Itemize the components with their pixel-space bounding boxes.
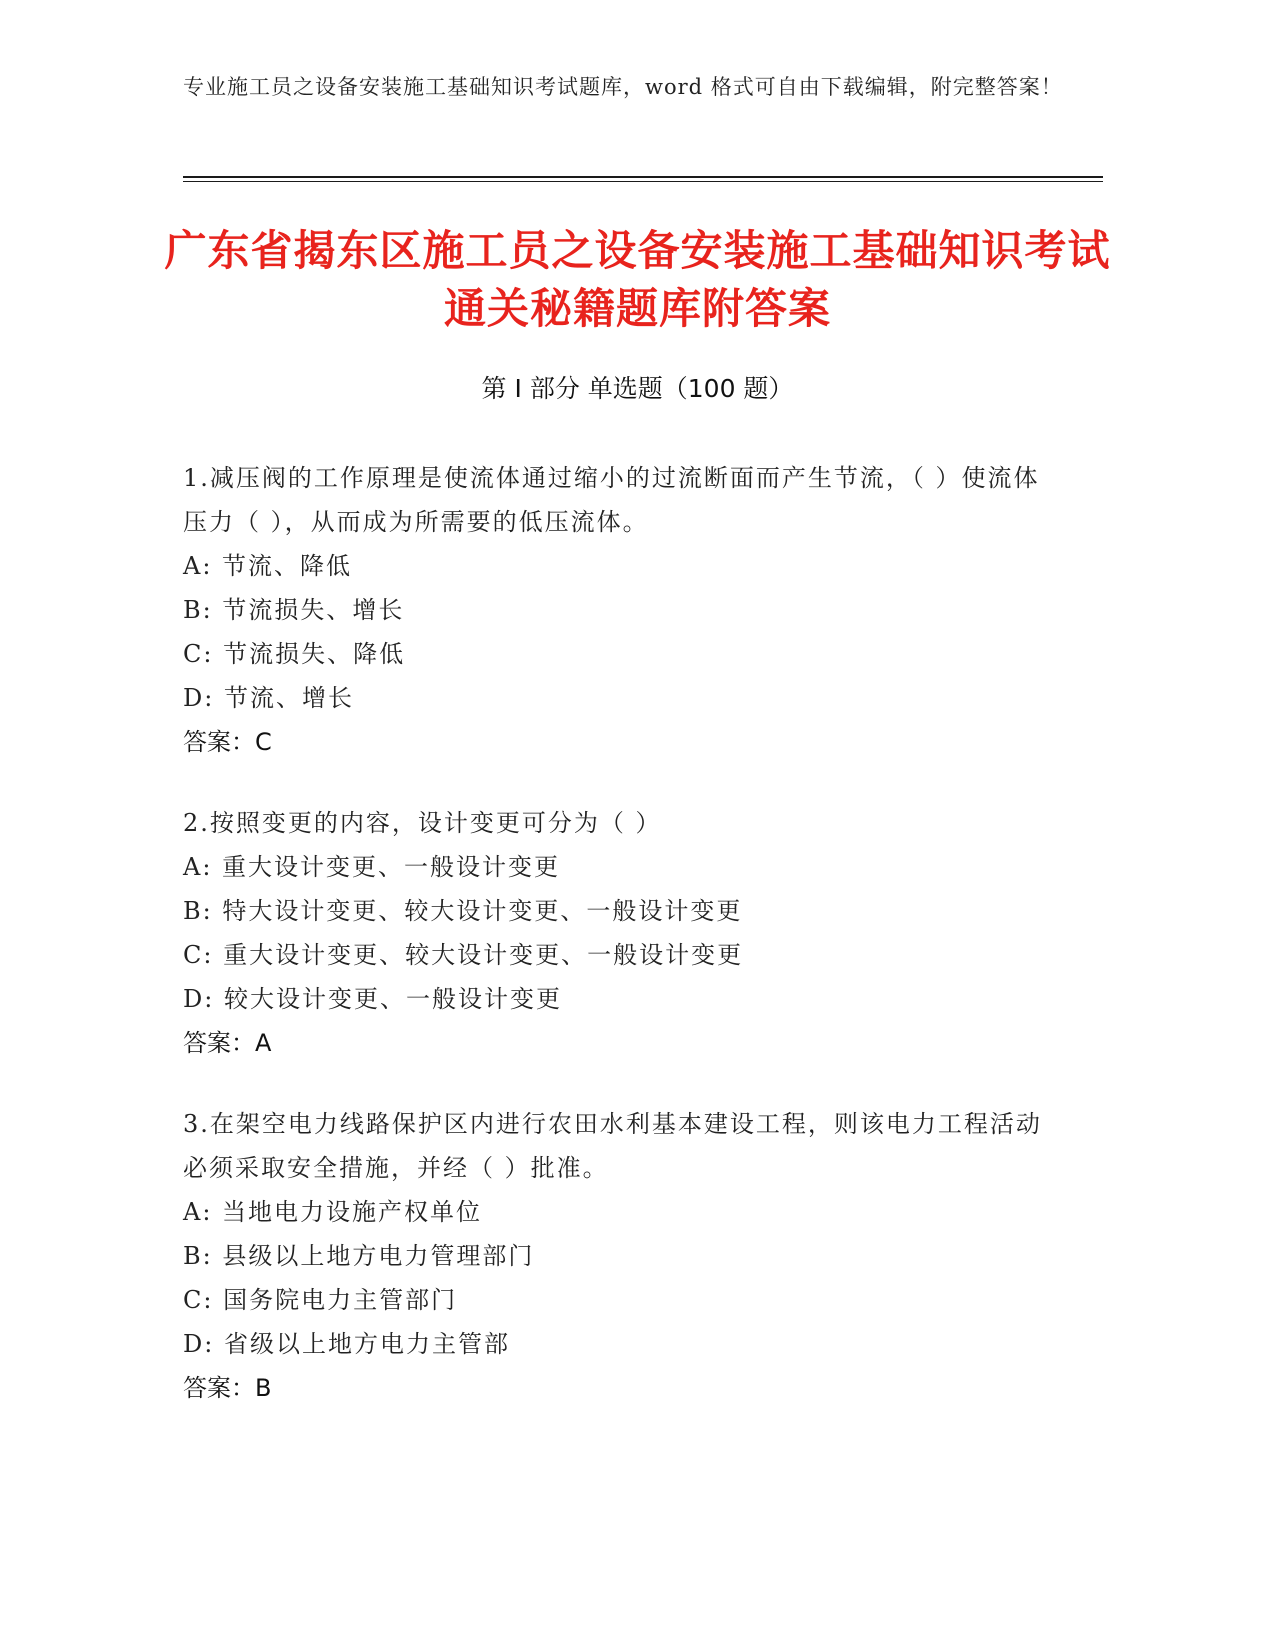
option-d: D: 省级以上地方电力主管部 [183, 1330, 510, 1358]
option-a: A: 节流、降低 [183, 552, 353, 580]
question-3 [183, 1102, 1063, 1410]
header-rule-thin [183, 181, 1103, 182]
answer: 答案：A [183, 1029, 272, 1057]
option-d: D: 节流、增长 [183, 684, 354, 712]
option-b: B: 特大设计变更、较大设计变更、一般设计变更 [183, 897, 743, 925]
document-title: 广东省揭东区施工员之设备安装施工基础知识考试通关秘籍题库附答案 [164, 226, 1111, 333]
option-a: A: 重大设计变更、一般设计变更 [183, 853, 561, 881]
question-stem: 2.按照变更的内容，设计变更可分为（ ） [183, 809, 662, 837]
answer: 答案：C [183, 728, 272, 756]
option-c: C: 重大设计变更、较大设计变更、一般设计变更 [183, 941, 744, 969]
answer: 答案：B [183, 1374, 272, 1402]
question-stem: 1.减压阀的工作原理是使流体通过缩小的过流断面而产生节流，（ ）使流体压力（ ），从而成为所需要的低压流体。 [183, 464, 1040, 536]
option-b: B: 节流损失、增长 [183, 596, 405, 624]
option-a: A: 当地电力设施产权单位 [183, 1198, 483, 1226]
question-list [183, 456, 1063, 1447]
header-note: 专业施工员之设备安装施工基础知识考试题库，word 格式可自由下载编辑，附完整答案！ [183, 75, 1063, 99]
option-c: C: 节流损失、降低 [183, 640, 406, 668]
question-stem: 3.在架空电力线路保护区内进行农田水利基本建设工程，则该电力工程活动必须采取安全措施，并经（ ）批准。 [183, 1110, 1042, 1182]
question-2 [183, 801, 1063, 1065]
question-1 [183, 456, 1063, 764]
option-b: B: 县级以上地方电力管理部门 [183, 1242, 535, 1270]
option-d: D: 较大设计变更、一般设计变更 [183, 985, 562, 1013]
section-title: 第 I 部分 单选题（100 题） [481, 374, 794, 403]
option-c: C: 国务院电力主管部门 [183, 1286, 458, 1314]
header-rule-thick [183, 176, 1103, 178]
